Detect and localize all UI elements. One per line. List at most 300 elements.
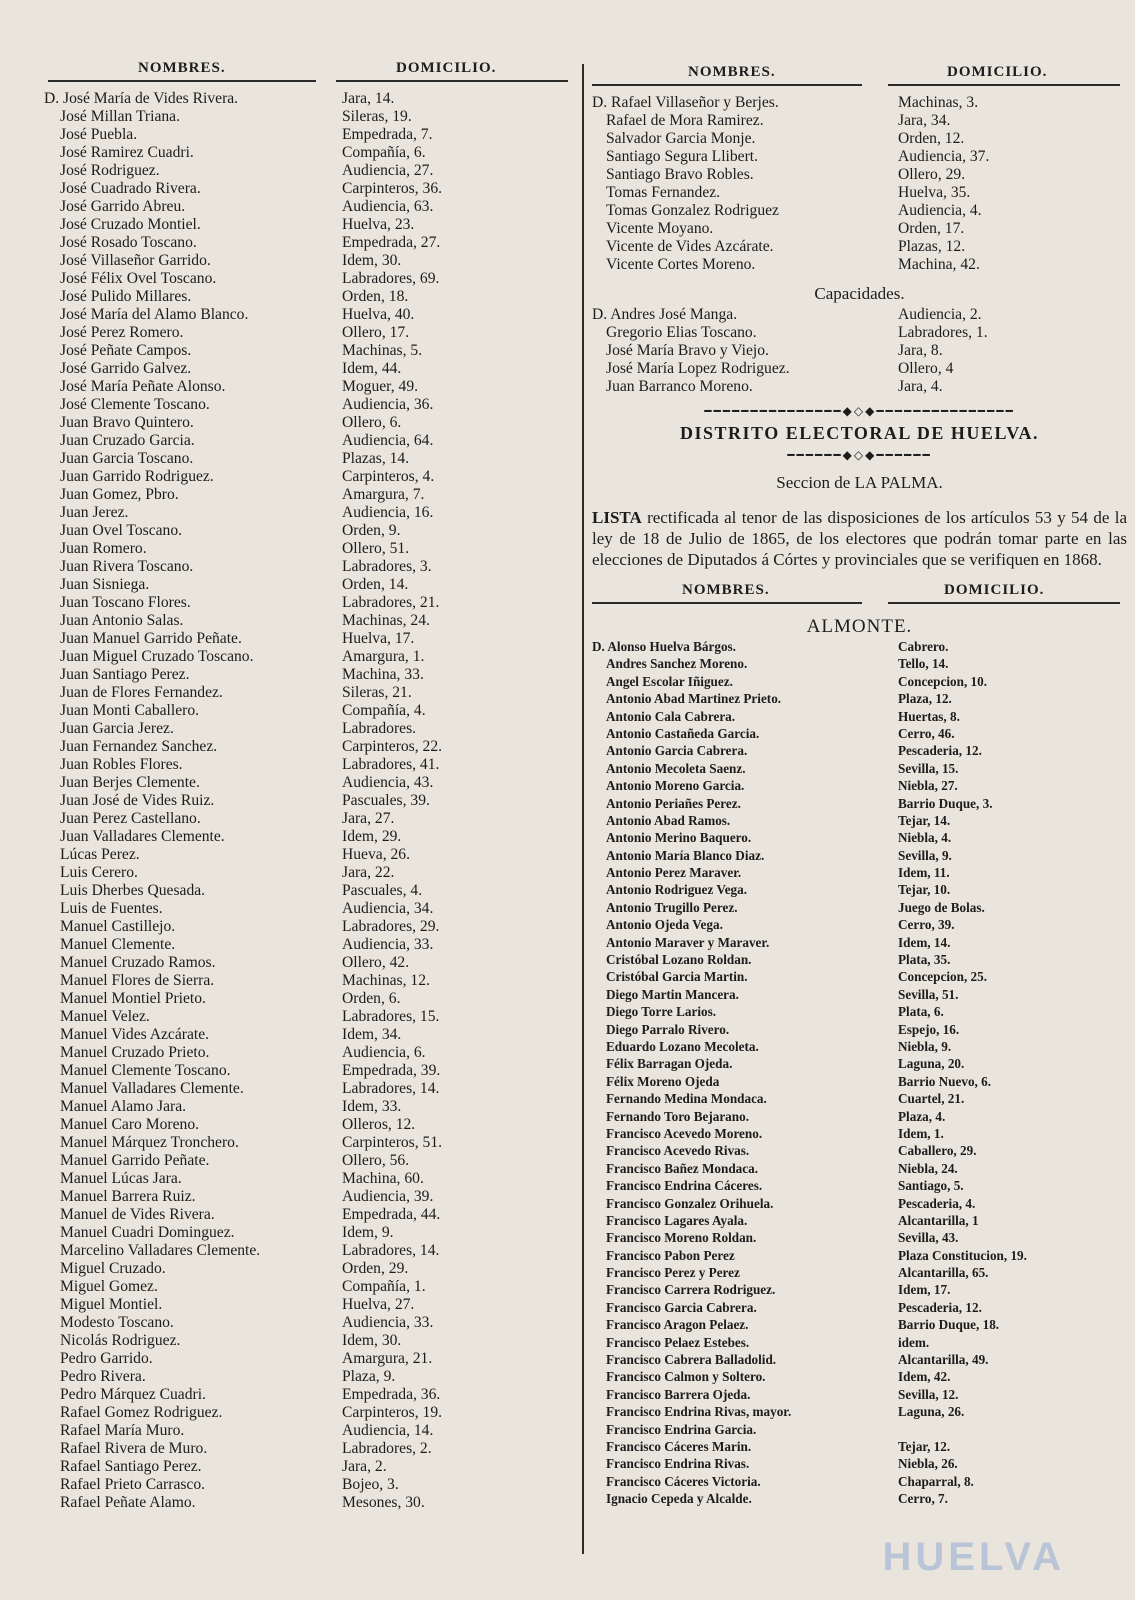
elector-domicile: Machina, 60. [342,1170,424,1187]
elector-name: Manuel de Vides Rivera. [60,1206,215,1223]
elector-name: Francisco Endrina Rivas, mayor. [606,1404,792,1420]
elector-name: Rafael Rivera de Muro. [60,1440,208,1457]
list-item [44,1044,574,1062]
list-item [44,576,574,594]
elector-name: Antonio Ojeda Vega. [606,917,723,933]
list-item [44,198,574,216]
elector-name: Francisco Endrina Cáceres. [606,1178,763,1194]
elector-domicile: Audiencia, 6. [342,1044,426,1061]
list-item [592,1177,1127,1194]
list-item [44,702,574,720]
list-item [44,864,574,882]
elector-domicile: Sevilla, 51. [898,986,959,1002]
elector-name: Juan Perez Castellano. [60,810,201,827]
elector-name: Juan José de Vides Ruiz. [60,792,215,809]
elector-domicile: Mesones, 30. [342,1494,425,1511]
list-item [592,795,1127,812]
elector-name: José Perez Romero. [60,324,184,341]
list-item [44,540,574,558]
elector-name: Manuel Vides Azcárate. [60,1026,210,1043]
elector-domicile: Pescaderia, 4. [898,1195,976,1211]
elector-domicile: Pescaderia, 12. [898,743,982,759]
elector-name: Luis Dherbes Quesada. [60,882,206,899]
list-item [44,1170,574,1188]
elector-name: Antonio Periañes Perez. [606,795,741,811]
elector-domicile: Labradores, 1. [898,324,988,341]
list-item [44,414,574,432]
elector-domicile: Labradores, 2. [342,1440,432,1457]
list-item [44,504,574,522]
capacidades-title: Capacidades. [814,284,905,303]
elector-domicile: Plaza, 9. [342,1368,396,1385]
elector-domicile: Audiencia, 64. [342,432,434,449]
elector-domicile: Niebla, 27. [898,778,958,794]
elector-name: José Villaseñor Garrido. [60,252,211,269]
list-item [44,1008,574,1026]
elector-domicile: Machina, 33. [342,666,424,683]
elector-name: Antonio Castañeda Garcia. [606,725,760,741]
elector-name: Antonio Perez Maraver. [606,865,742,881]
elector-domicile: Empedrada, 44. [342,1206,441,1223]
list-item [44,648,574,666]
elector-domicile: Amargura, 7. [342,486,425,503]
elector-domicile: Plazas, 14. [342,450,410,467]
elector-domicile: Bojeo, 3. [342,1476,399,1493]
list-item [592,1247,1127,1264]
elector-name: José Cuadrado Rivera. [60,180,201,197]
header-domicile: DOMICILIO. [944,582,1045,598]
elector-name: Antonio Mecoleta Saenz. [606,760,746,776]
list-item [592,1438,1127,1455]
elector-domicile: Niebla, 9. [898,1038,952,1054]
list-item [592,202,1127,220]
list-item [44,486,574,504]
elector-name: Pedro Garrido. [60,1350,153,1367]
elector-name: Pedro Rivera. [60,1368,146,1385]
elector-domicile: Ollero, 29. [898,166,966,183]
elector-name: Manuel Cuadri Dominguez. [60,1224,235,1241]
elector-domicile: Amargura, 1. [342,648,425,665]
elector-domicile: Audiencia, 4. [898,202,982,219]
elector-domicile: Orden, 29. [342,1260,409,1277]
elector-name: Manuel Clemente Toscano. [60,1062,231,1079]
left-column [44,56,574,1512]
elector-domicile: Barrio Duque, 18. [898,1317,1000,1333]
elector-domicile: Idem, 42. [898,1369,951,1385]
list-item [44,612,574,630]
elector-domicile: Idem, 17. [898,1282,951,1298]
list-item [592,94,1127,112]
elector-name: Manuel Barrera Ruiz. [60,1188,196,1205]
list-item [44,828,574,846]
list-item [44,90,574,108]
list-item [44,1422,574,1440]
section-title: Seccion de LA PALMA. [776,473,943,492]
elector-name: Juan Cruzado Garcia. [60,432,195,449]
list-item [44,846,574,864]
list-item [44,234,574,252]
list-item [44,1278,574,1296]
elector-name: Juan Garrido Rodriguez. [60,468,214,485]
elector-name: Andres Sanchez Moreno. [606,656,748,672]
elector-domicile: Empedrada, 27. [342,234,441,251]
elector-name: José María Bravo y Viejo. [606,342,769,359]
elector-name: Rafael María Muro. [60,1422,185,1439]
elector-name: Gregorio Elias Toscano. [606,324,757,341]
list-item [44,1224,574,1242]
list-item [44,1098,574,1116]
elector-domicile: Idem, 34. [342,1026,402,1043]
elector-domicile: Compañía, 1. [342,1278,426,1295]
elector-name: Vicente Cortes Moreno. [606,256,756,273]
list-item [592,1055,1127,1072]
elector-name: Juan Garcia Jerez. [60,720,174,737]
elector-name: D. Alonso Huelva Bárgos. [592,639,736,654]
elector-domicile: Caballero, 29. [898,1143,977,1159]
elector-name: Tomas Gonzalez Rodriguez [606,202,779,219]
elector-name: José María Lopez Rodriguez. [606,360,790,377]
elector-name: Juan Valladares Clemente. [60,828,225,845]
elector-name: Manuel Castillejo. [60,918,176,935]
list-item [44,108,574,126]
elector-domicile: Alcantarilla, 65. [898,1265,989,1281]
elector-name: Francisco Carrera Rodriguez. [606,1282,776,1298]
elector-name: Cristóbal Lozano Roldan. [606,952,752,968]
elector-domicile: Audiencia, 16. [342,504,434,521]
elector-domicile: Huelva, 23. [342,216,415,233]
list-item [44,756,574,774]
header-rule [48,80,316,82]
elector-domicile: Ollero, 42. [342,954,410,971]
list-item [44,270,574,288]
elector-domicile: Cabrero. [898,639,949,654]
elector-domicile: Machinas, 3. [898,94,979,111]
elector-domicile: Labradores, 21. [342,594,440,611]
list-item [44,522,574,540]
elector-name: José Clemente Toscano. [60,396,210,413]
list-item [44,1116,574,1134]
elector-domicile: Compañía, 4. [342,702,426,719]
elector-name: Juan Ovel Toscano. [60,522,183,539]
elector-name: Juan Antonio Salas. [60,612,184,629]
elector-domicile: Jara, 8. [898,342,943,359]
list-item [44,1350,574,1368]
elector-name: Juan Miguel Cruzado Toscano. [60,648,254,665]
list-item [592,1299,1127,1316]
elector-name: Salvador Garcia Monje. [606,130,756,147]
elector-domicile: Orden, 6. [342,990,401,1007]
elector-name: José María Peñate Alonso. [60,378,226,395]
elector-name: Francisco Aragon Pelaez. [606,1317,749,1333]
elector-name: José Puebla. [60,126,138,143]
elector-name: D. José María de Vides Rivera. [44,90,239,107]
list-item [44,162,574,180]
elector-name: Diego Torre Larios. [606,1004,717,1020]
list-item [44,954,574,972]
elector-name: Manuel Clemente. [60,936,176,953]
elector-name: José Millan Triana. [60,108,180,125]
elector-name: Juan de Flores Fernandez. [60,684,223,701]
list-item [44,288,574,306]
elector-domicile: Audiencia, 34. [342,900,434,917]
elector-name: Juan Rivera Toscano. [60,558,194,575]
elector-name: Francisco Pelaez Estebes. [606,1334,750,1350]
header-names: NOMBRES. [138,60,226,76]
list-item [592,148,1127,166]
elector-domicile: Plata, 6. [898,1004,944,1020]
elector-domicile: Idem, 33. [342,1098,402,1115]
header-domicile: DOMICILIO. [396,60,497,76]
elector-domicile: Huelva, 35. [898,184,971,201]
list-item [44,1458,574,1476]
elector-name: Juan Romero. [60,540,147,557]
elector-name: Francisco Calmon y Soltero. [606,1369,766,1385]
left-header [44,56,574,90]
list-item [44,396,574,414]
list-item [44,720,574,738]
list-item [592,777,1127,794]
elector-domicile: Idem, 9. [342,1224,394,1241]
elector-domicile: Huelva, 17. [342,630,415,647]
header-names: NOMBRES. [682,582,770,598]
list-item [44,558,574,576]
elector-domicile: Audiencia, 27. [342,162,434,179]
list-item [592,112,1127,130]
elector-domicile: Orden, 14. [342,576,409,593]
elector-domicile: Labradores, 29. [342,918,440,935]
elector-name: Juan Fernandez Sanchez. [60,738,218,755]
elector-name: José Garrido Abreu. [60,198,186,215]
elector-name: José Peñate Campos. [60,342,192,359]
elector-name: José Garrido Galvez. [60,360,192,377]
list-item [592,1038,1127,1055]
list-item [592,847,1127,864]
elector-domicile: Barrio Duque, 3. [898,795,993,811]
elector-domicile: Cuartel, 21. [898,1091,965,1107]
list-item [44,450,574,468]
header-rule [336,80,568,82]
elector-domicile: Sileras, 19. [342,108,412,125]
list-item [44,774,574,792]
elector-domicile: Audiencia, 39. [342,1188,434,1205]
list-item [44,1368,574,1386]
elector-domicile: Carpinteros, 22. [342,738,443,755]
elector-domicile: Cerro, 39. [898,917,955,933]
elector-domicile: Idem, 11. [898,865,950,881]
list-item [592,256,1127,274]
right-header [592,60,1127,94]
elector-name: Rafael Santiago Perez. [60,1458,202,1475]
district-title: DISTRITO ELECTORAL DE HUELVA. [680,423,1039,443]
list-item [592,881,1127,898]
list-item [44,342,574,360]
list-item [592,184,1127,202]
elector-domicile: Labradores, 14. [342,1080,440,1097]
elector-name: Vicente Moyano. [606,220,714,237]
list-item [592,324,1127,342]
capacidades-list [592,306,1127,396]
list-item [592,725,1127,742]
list-item [592,1351,1127,1368]
list-item [592,864,1127,881]
elector-name: Francisco Barrera Ojeda. [606,1386,751,1402]
list-item [592,1368,1127,1385]
elector-name: Manuel Alamo Jara. [60,1098,187,1115]
list-item [44,1242,574,1260]
elector-domicile: Orden, 9. [342,522,401,539]
list-item [592,1281,1127,1298]
list-item [44,1494,574,1512]
list-item [44,360,574,378]
elector-domicile: Labradores. [342,720,417,737]
elector-name: Juan Santiago Perez. [60,666,190,683]
elector-domicile: Olleros, 12. [342,1116,416,1133]
elector-name: José Pulido Millares. [60,288,192,305]
elector-name: Francisco Endrina Rivas. [606,1456,750,1472]
elector-domicile: Plazas, 12. [898,238,966,255]
elector-domicile: Idem, 29. [342,828,402,845]
elector-domicile: Empedrada, 7. [342,126,433,143]
elector-domicile: Laguna, 26. [898,1404,965,1420]
list-item [592,1229,1127,1246]
elector-name: Juan Monti Caballero. [60,702,200,719]
elector-domicile: Niebla, 24. [898,1160,958,1176]
elector-name: Tomas Fernandez. [606,184,721,201]
lista-lead: LISTA [592,508,642,527]
elector-name: Francisco Cabrera Balladolid. [606,1352,777,1368]
almonte-list [592,638,1127,1508]
elector-domicile: Jara, 27. [342,810,395,827]
list-item [592,1334,1127,1351]
list-item [44,306,574,324]
list-item [592,934,1127,951]
list-item [592,1108,1127,1125]
list-item [592,708,1127,725]
list-item [592,1073,1127,1090]
elector-domicile: Sevilla, 15. [898,760,959,776]
elector-domicile: Huelva, 27. [342,1296,415,1313]
elector-domicile: Ollero, 56. [342,1152,410,1169]
elector-name: Diego Martin Mancera. [606,986,739,1002]
elector-name: Juan Berjes Clemente. [60,774,200,791]
list-item [44,432,574,450]
elector-domicile: Huertas, 8. [898,708,960,724]
elector-name: Antonio Garcia Cabrera. [606,743,748,759]
elector-name: Antonio Cala Cabrera. [606,708,736,724]
list-item [44,378,574,396]
elector-name: José Ramirez Cuadri. [60,144,194,161]
elector-name: Santiago Bravo Robles. [606,166,754,183]
elector-domicile: Idem, 44. [342,360,402,377]
watermark-text: HUELVA [882,1535,1065,1579]
elector-name: Rafael Peñate Alamo. [60,1494,196,1511]
elector-domicile: Labradores, 41. [342,756,440,773]
elector-name: Antonio Trugillo Perez. [606,899,738,915]
list-item [592,655,1127,672]
elector-domicile: Espejo, 16. [898,1021,960,1037]
lista-paragraph [592,507,1127,570]
elector-domicile: Jara, 2. [342,1458,387,1475]
elector-domicile: Pascuales, 39. [342,792,430,809]
elector-domicile: Orden, 18. [342,288,409,305]
elector-name: Diego Parralo Rivero. [606,1021,730,1037]
elector-domicile: Compañía, 6. [342,144,426,161]
elector-name: Manuel Lúcas Jara. [60,1170,182,1187]
elector-name: Juan Manuel Garrido Peñate. [60,630,242,647]
elector-name: Juan Sisniega. [60,576,150,593]
header-rule [888,602,1120,604]
list-item [44,1062,574,1080]
elector-name: Eduardo Lozano Mecoleta. [606,1038,759,1054]
elector-domicile: Audiencia, 14. [342,1422,434,1439]
elector-domicile: Tejar, 12. [898,1438,951,1454]
elector-domicile: Santiago, 5. [898,1178,964,1194]
list-item [592,1142,1127,1159]
elector-name: Manuel Caro Moreno. [60,1116,200,1133]
elector-domicile: Sileras, 21. [342,684,412,701]
elector-name: Juan Barranco Moreno. [606,378,753,395]
list-item [44,972,574,990]
elector-name: Angel Escolar Iñiguez. [606,673,733,689]
elector-name: Lúcas Perez. [60,846,140,863]
list-item [44,468,574,486]
list-item [592,360,1127,378]
elector-name: Miguel Gomez. [60,1278,158,1295]
list-item [592,220,1127,238]
elector-domicile: Machina, 42. [898,256,980,273]
list-item [44,180,574,198]
elector-domicile: Jara, 34. [898,112,951,129]
elector-name: Antonio María Blanco Diaz. [606,847,765,863]
elector-name: Miguel Cruzado. [60,1260,166,1277]
list-item [592,166,1127,184]
list-item [592,690,1127,707]
right-header-2 [592,578,1127,612]
elector-name: Francisco Acevedo Moreno. [606,1125,763,1141]
elector-domicile: Tello, 14. [898,656,949,672]
elector-name: Francisco Cáceres Victoria. [606,1473,761,1489]
list-item [592,1264,1127,1281]
elector-domicile: Plaza, 4. [898,1108,946,1124]
list-item [592,1386,1127,1403]
list-item [592,1473,1127,1490]
list-item [44,1134,574,1152]
list-item [44,1260,574,1278]
elector-name: Manuel Cruzado Ramos. [60,954,216,971]
elector-domicile: Pascuales, 4. [342,882,423,899]
elector-name: Francisco Endrina Garcia. [606,1421,757,1437]
elector-domicile: Audiencia, 33. [342,936,434,953]
elector-name: Fernando Toro Bejarano. [606,1108,750,1124]
elector-domicile: Audiencia, 37. [898,148,990,165]
elector-domicile: Barrio Nuevo, 6. [898,1073,992,1089]
list-item [44,1404,574,1422]
elector-name: Antonio Rodriguez Vega. [606,882,748,898]
list-item [592,1316,1127,1333]
elector-list [44,90,574,1512]
elector-name: Francisco Perez y Perez [606,1265,740,1281]
list-item [592,1160,1127,1177]
elector-domicile: Niebla, 26. [898,1456,958,1472]
elector-domicile: Idem, 1. [898,1125,944,1141]
list-item [592,899,1127,916]
elector-domicile: Tejar, 10. [898,882,951,898]
elector-name: Francisco Cáceres Marin. [606,1438,752,1454]
list-item [44,738,574,756]
elector-name: José Félix Ovel Toscano. [60,270,217,287]
lista-text: rectificada al tenor de las disposiciones de los artículos 53 y 54 de la ley de 18 de Julio de 1865, de los electores que podrán tomar parte en las elecciones de Diputados á Córtes y provinciales que se verifiquen en 1868. [592,508,1127,569]
list-item [592,1003,1127,1020]
